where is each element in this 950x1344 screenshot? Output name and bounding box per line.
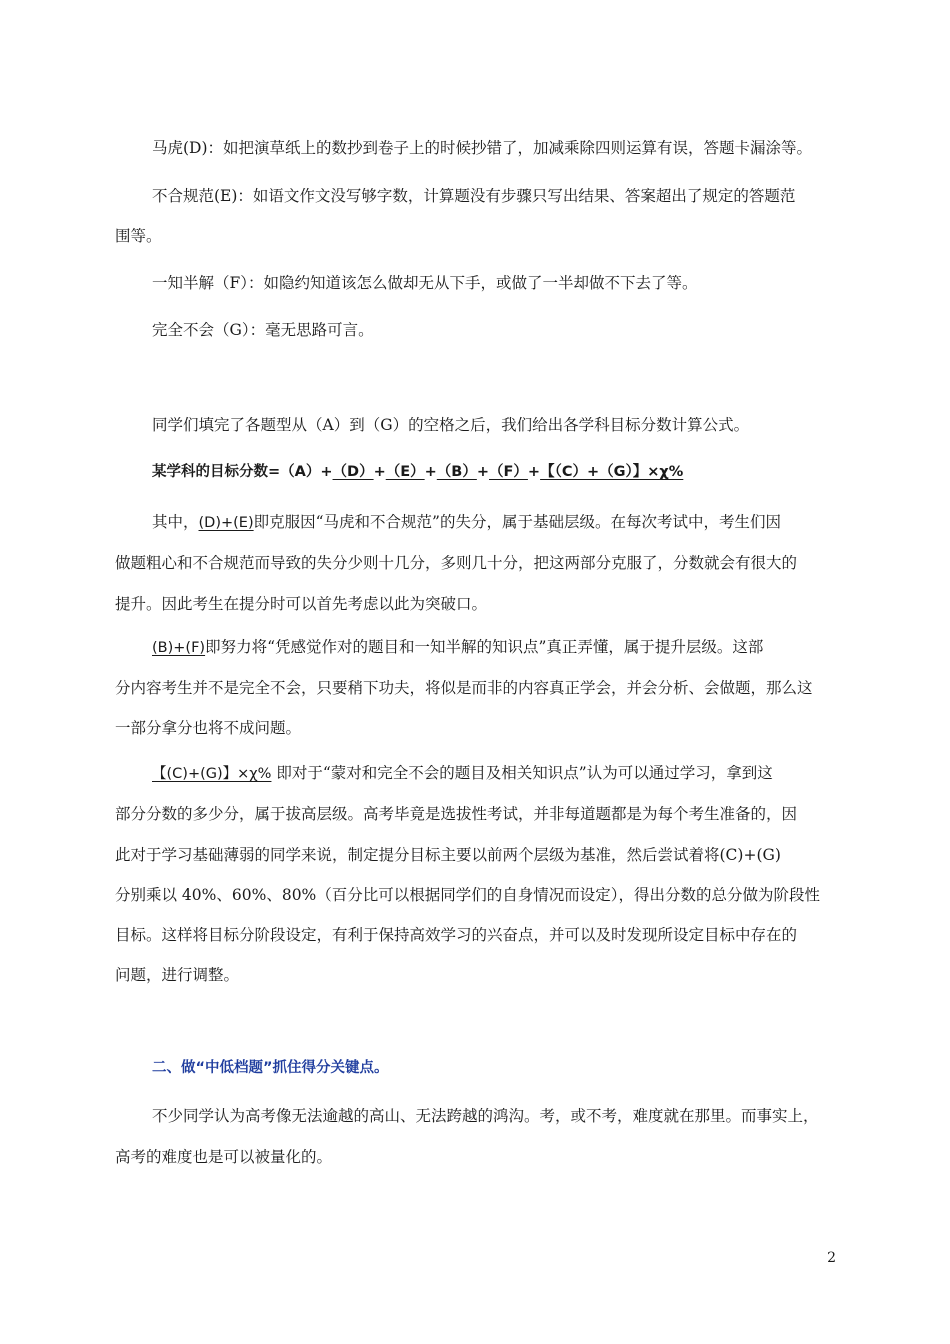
para3-line1 [152,763,773,784]
para3-rest: 即对于“蒙对和完全不会的题目及相关知识点”认为可以通过学习，拿到这 [271,764,773,782]
para2-line2: 分内容考生并不是完全不会，只要稍下功夫，将似是而非的内容真正学会，并会分析、会做题，那么这 [115,679,813,697]
para3-line6: 问题，进行调整。 [115,966,240,984]
para2-line1 [152,637,763,658]
formula-prefix: 某学科的目标分数=（A）+ [152,464,333,480]
intro-text: 同学们填完了各题型从（A）到（G）的空格之后，我们给出各学科目标分数计算公式。 [152,416,750,434]
para3-line2: 部分分数的多少分，属于拔高层级。高考毕竟是选拔性考试，并非每道题都是为每个考生准备的，因 [115,805,798,823]
para1-line2: 做题粗心和不合规范而导致的失分少则十几分，多则几十分，把这两部分克服了，分数就会有很大的 [115,554,798,572]
formula-f: （F） [489,464,528,480]
para3-line3: 此对于学习基础薄弱的同学来说，制定提分目标主要以前两个层级为基准，然后尝试着将(C)+(G) [115,846,781,864]
para3-line4: 分别乘以 40%、60%、80%（百分比可以根据同学们的自身情况而设定），得出分数的总分做为阶段性 [115,886,821,904]
para1-rest: 即克服因“马虎和不合规范”的失分，属于基础层级。在每次考试中，考生们因 [253,513,781,531]
formula-plus: + [476,464,490,480]
para2-rest: 即努力将“凭感觉作对的题目和一知半解的知识点”真正弄懂，属于提升层级。这部 [205,638,764,656]
para2-line3: 一部分拿分也将不成问题。 [115,719,302,737]
list-item-f: 一知半解（F）：如隐约知道该怎么做却无从下手，或做了一半却做不下去了等。 [152,274,698,292]
para3-line5: 目标。这样将目标分阶段设定，有利于保持高效学习的兴奋点，并可以及时发现所设定目标中存在的 [115,926,798,944]
formula-b: （B） [436,464,477,480]
para1-term: (D)+(E) [198,515,254,531]
para3-term: 【(C)+(G)】×χ% [152,766,272,782]
formula-e: （E） [385,464,425,480]
section-heading: 二、做“中低档题”抓住得分关键点。 [152,1060,389,1076]
list-item-g: 完全不会（G）：毫无思路可言。 [152,321,374,339]
para1-line1 [152,512,781,533]
para1-line3: 提升。因此考生在提分时可以首先考虑以此为突破口。 [115,595,488,613]
para4-line2: 高考的难度也是可以被量化的。 [115,1148,333,1166]
formula-plus: + [527,464,541,480]
list-item-e-cont: 围等。 [115,227,162,245]
formula-plus: + [424,464,437,480]
para1-start: 其中， [152,513,199,531]
formula-plus: + [373,464,386,480]
list-item-e: 不合规范(E)：如语文作文没写够字数，计算题没有步骤只写出结果、答案超出了规定的答题范 [152,187,796,205]
list-item-d: 马虎(D)：如把演草纸上的数抄到卷子上的时候抄错了，加减乘除四则运算有误，答题卡漏涂等。 [152,139,813,157]
formula [152,462,683,482]
formula-cg: 【（C）+（G）】×χ% [540,464,684,480]
formula-d: （D） [332,464,374,480]
para2-term: (B)+(F) [152,640,206,656]
page-number: 2 [827,1250,836,1266]
para4-line1: 不少同学认为高考像无法逾越的高山、无法跨越的鸿沟。考，或不考，难度就在那里。而事实上， [152,1107,819,1125]
